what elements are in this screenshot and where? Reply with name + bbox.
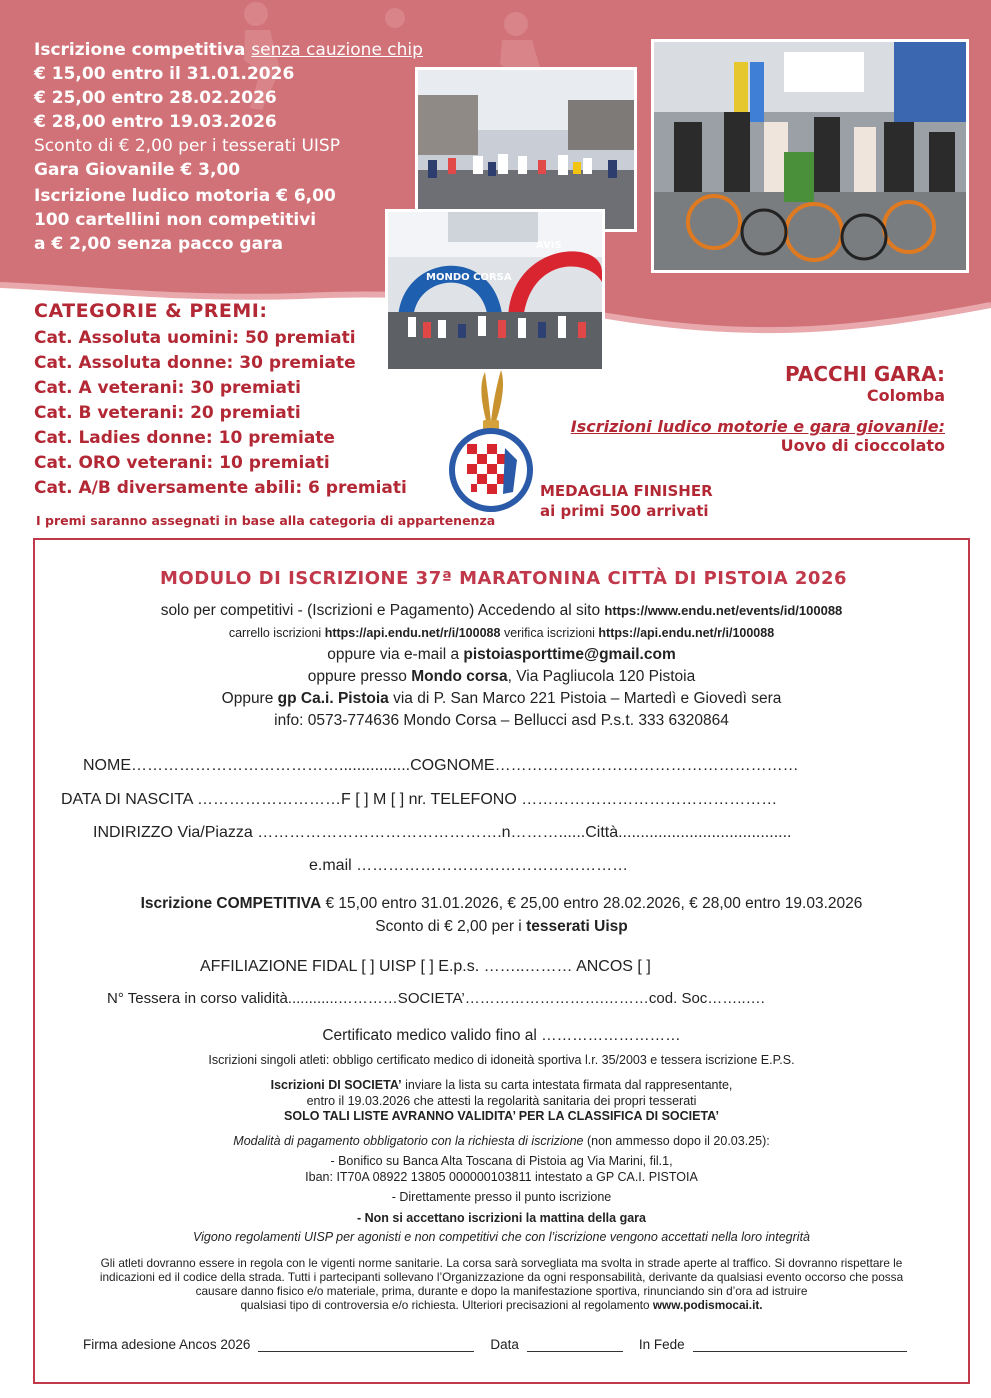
info-line (35, 602, 968, 620)
pagamento-warning: - Non si accettano iscrizioni la mattina della gara (357, 1211, 646, 1225)
fee-line: 100 cartellini non competitivi (34, 210, 317, 230)
category-item: Cat. A/B diversamente abili: 6 premiati (34, 478, 407, 498)
membership-field[interactable]: N° Tessera in corso validità............…………SOCIETA’……………………….………cod. Soc……..…. (107, 990, 765, 1007)
info-text: verifica iscrizioni (503, 626, 595, 640)
pagamento-line: - Direttamente presso il punto iscrizione (391, 1190, 612, 1204)
date-line[interactable] (527, 1337, 623, 1352)
societa-line: entro il 19.03.2026 che attesti la regolarità sanitaria dei propri tesserati (306, 1094, 697, 1108)
competitiva-label: Iscrizione COMPETITIVA (140, 895, 322, 912)
fee-discount: Sconto di € 2,00 per i tesserati UISP (34, 136, 340, 156)
fee-line: € 15,00 entro il 31.01.2026 (34, 64, 295, 84)
sconto-text: Sconto di € 2,00 per i (375, 918, 522, 935)
pagamento-line: - Bonifico su Banca Alta Toscana di Pistoia ag Via Marini, fil.1, (330, 1154, 673, 1168)
category-item: Cat. Ladies donne: 10 premiate (34, 428, 335, 448)
disclaimer-line (35, 1298, 968, 1312)
category-item: Cat. ORO veterani: 10 premiati (34, 453, 330, 473)
info-text: oppure presso (307, 668, 407, 685)
arch-text: AVIS (536, 240, 562, 251)
disclaimer-line: causare danno fisico e/o materiale, prima, durante e dopo la manifestazione sportiva, rinunciando sin d’ora ad istruire (195, 1284, 808, 1298)
info-line (35, 668, 968, 686)
disclaimer-text: qualsiasi tipo di controversia e/o richiesta. Ulteriori precisazioni al regolamento (240, 1298, 650, 1312)
photo-runners-street (415, 67, 637, 232)
fee-line: Gara Giovanile € 3,00 (34, 160, 241, 180)
categories-block (34, 300, 407, 501)
medal-title: MEDAGLIA FINISHER (540, 482, 713, 500)
info-text: Mondo corsa (411, 668, 508, 685)
email-link[interactable]: pistoiasporttime@gmail.com (463, 646, 676, 663)
medal-text (540, 481, 713, 521)
info-text: Oppure (221, 690, 274, 707)
competitiva-line (35, 895, 968, 913)
form-title: MODULO DI ISCRIZIONE 37ª MARATONINA CITTÀ DI PISTOIA 2026 (160, 568, 847, 589)
category-item: Cat. Assoluta donne: 30 premiate (34, 353, 356, 373)
fee-line (34, 134, 454, 158)
registration-form (33, 538, 970, 1384)
pacchi-sub-value: Uovo di cioccolato (780, 436, 945, 455)
fee-line: Iscrizione ludico motoria € 6,00 (34, 186, 336, 206)
fee-title: Iscrizione competitiva (34, 40, 246, 60)
societa-text: inviare la lista su carta intestata firmata dal rappresentante, (405, 1078, 733, 1092)
site-link[interactable]: https://www.endu.net/events/id/100088 (604, 603, 843, 618)
pacchi-sub-heading: Iscrizioni ludico motorie e gara giovanile: (570, 417, 945, 436)
pagamento-text: (non ammesso dopo il 20.03.25): (586, 1134, 770, 1148)
categories-note: I premi saranno assegnati in base alla categoria di appartenenza (36, 513, 496, 528)
disclaimer-line: Gli atleti dovranno essere in regola con le vigenti norme sanitarie. La corsa sarà sorvegliata ma svolta in strade aperte al traffico. Si dovranno rispettare le (100, 1256, 903, 1270)
info-text: gp Ca.i. Pistoia (277, 690, 389, 707)
info-text: via di P. San Marco 221 Pistoia – Martedì e Giovedì sera (393, 690, 782, 707)
fee-line: € 28,00 entro 19.03.2026 (34, 112, 277, 132)
cart-link[interactable]: https://api.endu.net/r/i/100088 (324, 626, 501, 640)
fee-line: € 25,00 entro 28.02.2026 (34, 88, 277, 108)
regolamento-link[interactable]: www.podismocai.it. (652, 1298, 763, 1312)
regolamenti-note: Vigono regolamenti UISP per agonisti e non competitivi che con l’iscrizione vengono accettati nella loro integrità (192, 1230, 811, 1244)
category-item: Cat. Assoluta uomini: 50 premiati (34, 328, 356, 348)
address-field[interactable]: INDIRIZZO Via/Piazza ……………………………………….n………......Città....................................... (93, 824, 792, 841)
info-line: info: 0573-774636 Mondo Corsa – Bellucci asd P.s.t. 333 6320864 (274, 712, 729, 729)
banner-text: MONDO CORSA (426, 272, 512, 283)
certificate-field[interactable]: Certificato medico valido fino al ……………………… (322, 1027, 681, 1044)
societa-label: Iscrizioni DI SOCIETA’ (270, 1078, 402, 1092)
singoli-note: Iscrizioni singoli atleti: obbligo certificato medico di idoneità sportiva l.r. 35/2003 e tessera iscrizione E.P.S. (208, 1053, 795, 1067)
pacchi-heading: PACCHI GARA: (785, 362, 945, 386)
fede-label: In Fede (638, 1337, 685, 1352)
photo-athletes-group (651, 39, 969, 273)
sconto-line (35, 918, 968, 936)
info-line (35, 646, 968, 664)
pagamento-line (35, 1134, 968, 1148)
date-label: Data (490, 1337, 519, 1352)
fee-line: a € 2,00 senza pacco gara (34, 234, 283, 254)
info-text: solo per competitivi - (Iscrizioni e Pagamento) Accedendo al sito (160, 602, 601, 619)
photo-start-arch (385, 209, 605, 372)
sconto-text: tesserati Uisp (526, 918, 628, 935)
email-field[interactable]: e.mail …………………………………………… (309, 857, 629, 874)
iban-line: Iban: IT70A 08922 13805 000000103811 intestato a GP CA.I. PISTOIA (305, 1170, 698, 1184)
affiliation-field[interactable]: AFFILIAZIONE FIDAL [ ] UISP [ ] E.p.s. ……..……… ANCOS [ ] (200, 958, 651, 975)
category-item: Cat. A veterani: 30 premiati (34, 378, 301, 398)
categories-heading: CATEGORIE & PREMI: (34, 300, 268, 322)
signature-line[interactable] (258, 1337, 474, 1352)
societa-warning: SOLO TALI LISTE AVRANNO VALIDITA’ PER LA CLASSIFICA DI SOCIETA’ (284, 1109, 719, 1123)
info-text: carrello iscrizioni (228, 626, 322, 640)
disclaimer-line: indicazioni ed il codice della strada. Tutti i partecipanti sollevano l’Organizzazione da ogni responsabilità, derivante da qualsiasi evento occorso che possa (99, 1270, 904, 1284)
pagamento-label: Modalità di pagamento obbligatorio con la richiesta di iscrizione (233, 1134, 584, 1148)
birth-phone-field[interactable]: DATA DI NASCITA ………………………F [ ] M [ ] nr. TELEFONO ………………………………………… (61, 791, 778, 808)
pacchi-block (571, 362, 945, 455)
info-line (35, 626, 968, 640)
name-surname-field[interactable]: NOME…………………………………................COGNOME………………………………………………… (83, 757, 799, 774)
info-text: oppure via e-mail a (327, 646, 460, 663)
societa-line (35, 1078, 968, 1092)
medal-subtitle: ai primi 500 arrivati (540, 502, 709, 520)
signature-label: Firma adesione Ancos 2026 (83, 1337, 251, 1352)
pacchi-value: Colomba (866, 386, 945, 405)
info-line (35, 690, 968, 708)
medal-icon (445, 362, 537, 516)
verify-link[interactable]: https://api.endu.net/r/i/100088 (598, 626, 775, 640)
info-text: , Via Pagliucola 120 Pistoia (507, 668, 696, 685)
competitiva-fees: € 15,00 entro 31.01.2026, € 25,00 entro 28.02.2026, € 28,00 entro 19.03.2026 (325, 895, 863, 912)
fee-title-note: senza cauzione chip (251, 40, 423, 60)
fede-line[interactable] (693, 1337, 907, 1352)
category-item: Cat. B veterani: 20 premiati (34, 403, 301, 423)
signature-row (83, 1337, 923, 1352)
